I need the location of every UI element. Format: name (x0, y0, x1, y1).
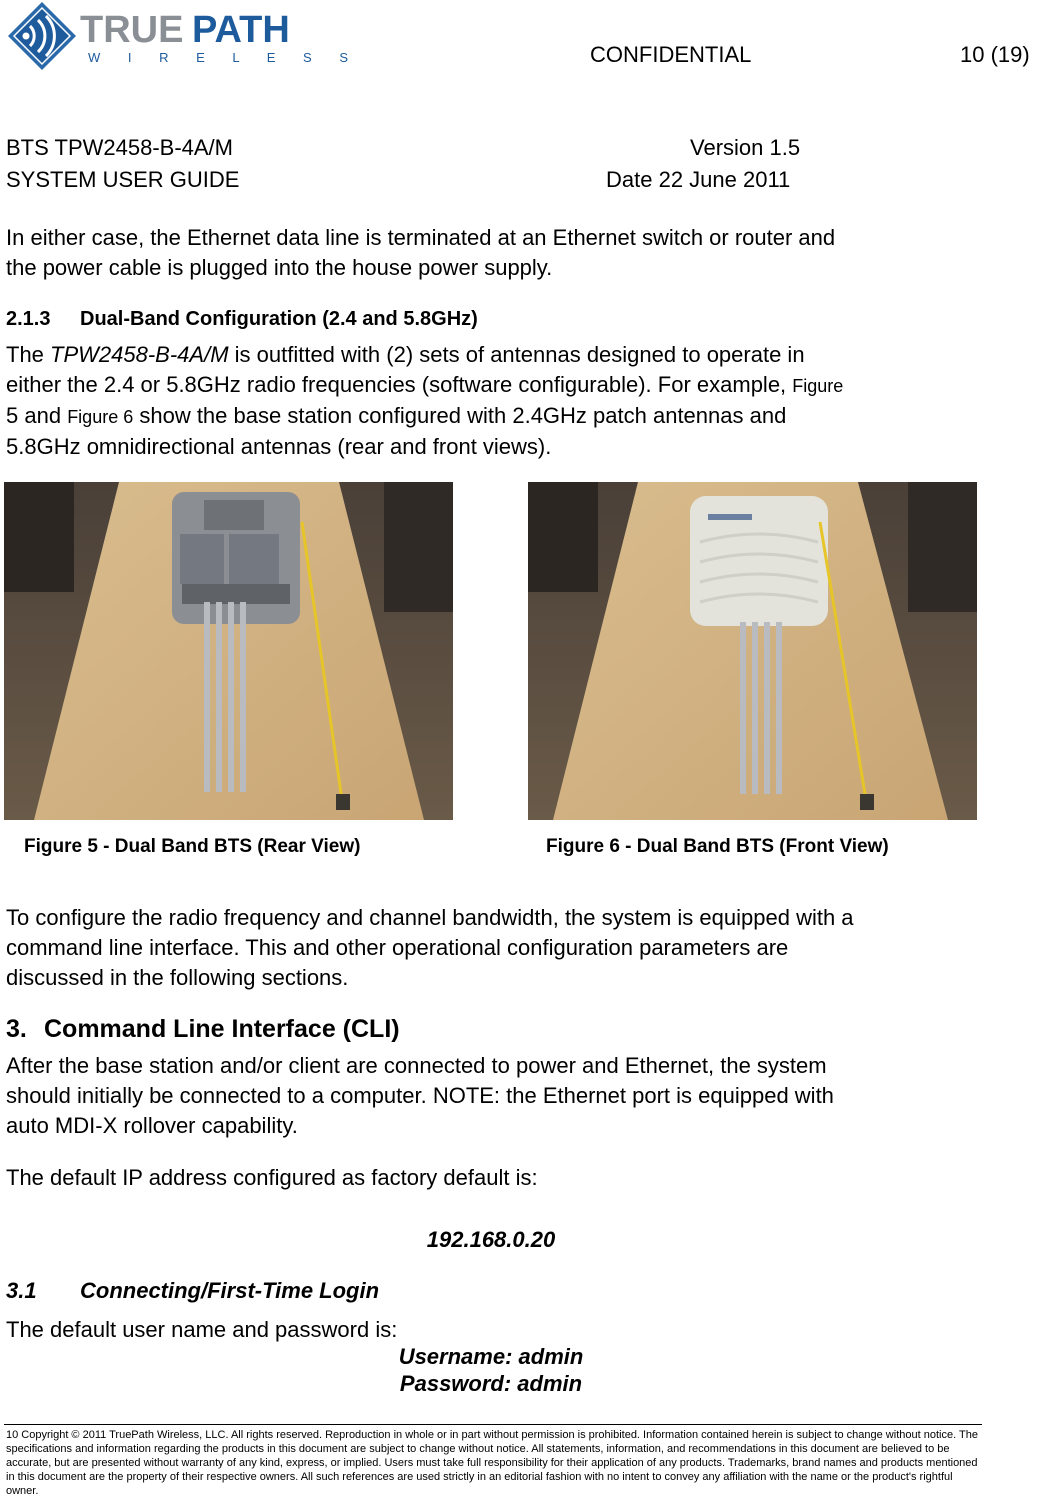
section-3-number: 3. (6, 1015, 27, 1043)
p2-pre: The (6, 342, 51, 367)
cli-paragraph (6, 1051, 966, 1141)
section-3-title: Command Line Interface (CLI) (44, 1015, 400, 1043)
dual-band-paragraph (6, 340, 966, 462)
page-number: 10 (19) (960, 42, 1030, 67)
figure5-photo (4, 482, 453, 820)
p2-mid: is outfitted with (2) sets of antennas designed to operate in (228, 342, 805, 367)
configure-paragraph (6, 903, 966, 993)
footer-divider (4, 1424, 982, 1425)
svg-text:W I R E L E S S: W I R E L E S S (88, 50, 358, 65)
section-2-1-3-number: 2.1.3 (6, 308, 51, 330)
default-ip-text: The default IP address configured as factory default is: (6, 1165, 538, 1190)
dual-band-line-2 (6, 370, 966, 401)
section-2-1-3-title: Dual-Band Configuration (2.4 and 5.8GHz) (80, 308, 478, 330)
confidential-label: CONFIDENTIAL (590, 42, 752, 67)
intro-paragraph (6, 223, 966, 283)
figure5-caption: Figure 5 - Dual Band BTS (Rear View) (24, 836, 361, 857)
configure-line-1: To configure the radio frequency and channel bandwidth, the system is equipped with a (6, 905, 854, 930)
intro-line-2: the power cable is plugged into the house power supply. (6, 255, 553, 280)
p2-line3: show the base station configured with 2.4GHz patch antennas and (133, 403, 787, 428)
cli-line-3: auto MDI-X rollover capability. (6, 1113, 298, 1138)
svg-text:PATH: PATH (192, 9, 290, 51)
p2-line2a: either the 2.4 or 5.8GHz radio frequencies (software configurable). For example, (6, 372, 793, 397)
configure-line-2: command line interface. This and other operational configuration parameters are (6, 935, 789, 960)
p2-and: and (18, 403, 68, 428)
doc-version: Version 1.5 (690, 135, 801, 160)
figure6-ref[interactable]: Figure 6 (67, 407, 134, 427)
figure6-caption: Figure 6 - Dual Band BTS (Front View) (546, 836, 889, 857)
cli-line-2: should initially be connected to a computer. NOTE: the Ethernet port is equipped with (6, 1083, 834, 1108)
default-password: Password: admin (399, 1371, 583, 1396)
doc-guide-title: SYSTEM USER GUIDE (6, 167, 240, 192)
section-3-1-number: 3.1 (6, 1278, 37, 1303)
model-name: TPW2458-B-4A/M (50, 342, 229, 367)
truepath-logo (6, 0, 358, 72)
dual-band-line-3 (6, 401, 966, 432)
svg-text:TRUE: TRUE (80, 9, 184, 51)
footer-copyright: 10 Copyright © 2011 TruePath Wireless, LLC. All rights reserved. Reproduction in whole or in part without permission is prohibited. Information contained herein is subject to change without notice. The specifications and information regarding the products in this document are subject to change without notice. All statements, information, and recommendations in this document are believed to be accurate, but are presented without warranty of any kind, express, or implied. Users must take full responsibility for their application of any products. Trademarks, brand names and products mentioned in this document are the property of their respective owners. All such references are used strictly in an editorial fashion with no intent to convey any affiliation with the name or the product's rightful owner. (6, 1429, 978, 1497)
default-credentials-text: The default user name and password is: (6, 1317, 398, 1342)
figure5-ref-a[interactable]: Figure (792, 376, 844, 396)
doc-id: BTS TPW2458-B-4A/M (6, 135, 233, 160)
configure-line-3: discussed in the following sections. (6, 965, 349, 990)
section-3-1-title: Connecting/First-Time Login (80, 1278, 380, 1303)
dual-band-line-1 (6, 340, 966, 370)
cli-line-1: After the base station and/or client are connected to power and Ethernet, the system (6, 1053, 827, 1078)
truepath-logo-icon (6, 0, 358, 72)
figure6-photo (528, 482, 977, 820)
figure5-ref-b[interactable]: 5 (6, 403, 19, 428)
doc-date: Date 22 June 2011 (606, 167, 791, 192)
dual-band-line-4: 5.8GHz omnidirectional antennas (rear and front views). (6, 434, 552, 459)
default-ip-value: 192.168.0.20 (426, 1227, 556, 1252)
intro-line-1: In either case, the Ethernet data line is terminated at an Ethernet switch or router and (6, 225, 836, 250)
default-username: Username: admin (398, 1344, 584, 1369)
